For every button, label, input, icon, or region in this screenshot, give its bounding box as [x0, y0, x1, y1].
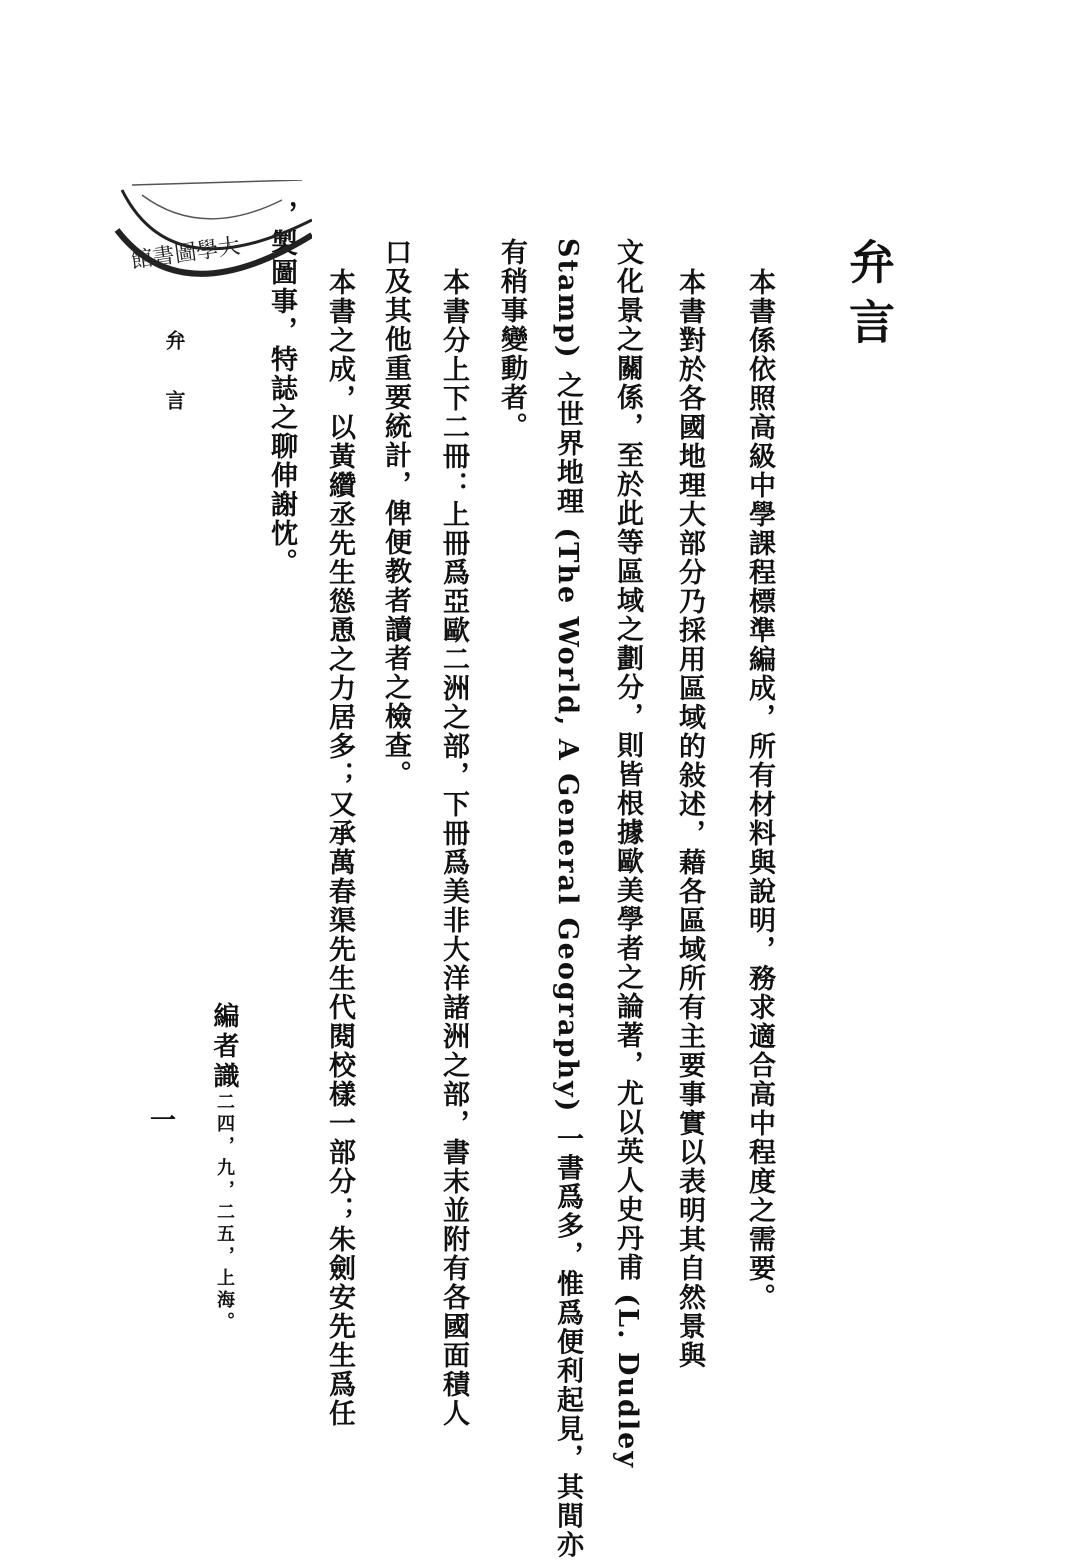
- paragraph-3-line-2: 口及其他重要統計，俾便教者讀者之檢查。: [380, 238, 411, 789]
- paragraph-2-line-2: 文化景之關係，至於此等區域之劃分，則皆根據歐美學者之論著，尤以英人史丹甫 (L. Dudley: [612, 238, 643, 1470]
- paragraph-3-line-1: 本書分上下二冊：上冊爲亞歐二洲之部，下冊爲美非大洋諸洲之部，書末並附有各國面積人: [438, 268, 469, 1428]
- signature-author: 編者識: [209, 1002, 239, 1092]
- margin-title: 弁言: [162, 330, 186, 450]
- paragraph-4-line-2: ，製圖事，特誌之聊伸謝忱。: [266, 200, 297, 577]
- paragraph-1: 本書係依照高級中學課程標準編成，所有材料與說明，務求適合高中程度之需要。: [744, 268, 775, 1312]
- paragraph-2-line-4: 有稍事變動者。: [496, 238, 527, 441]
- paragraph-2-line-3: Stamp) 之世界地理 (The World, A General Geography) 一書爲多，惟爲便利起見，其間亦: [552, 238, 583, 1560]
- paragraph-4-line-1: 本書之成，以黃纘丞先生慫恿之力居多；又承萬春渠先生代閱校樣一部分；朱劍安先生爲任: [324, 268, 355, 1428]
- signature: [206, 1002, 243, 1334]
- page-number: 一: [150, 1106, 177, 1136]
- svg-text:館書圖學大: 館書圖學大: [129, 233, 242, 274]
- paragraph-2-line-1: 本書對於各國地理大部分乃採用區域的敍述，藉各區域所有主要事實以表明其自然景與: [674, 268, 705, 1370]
- library-stamp-icon: [112, 180, 312, 300]
- signature-date: 二四，九，二五，上海。: [214, 1092, 235, 1334]
- page-title: 弁言: [842, 238, 896, 358]
